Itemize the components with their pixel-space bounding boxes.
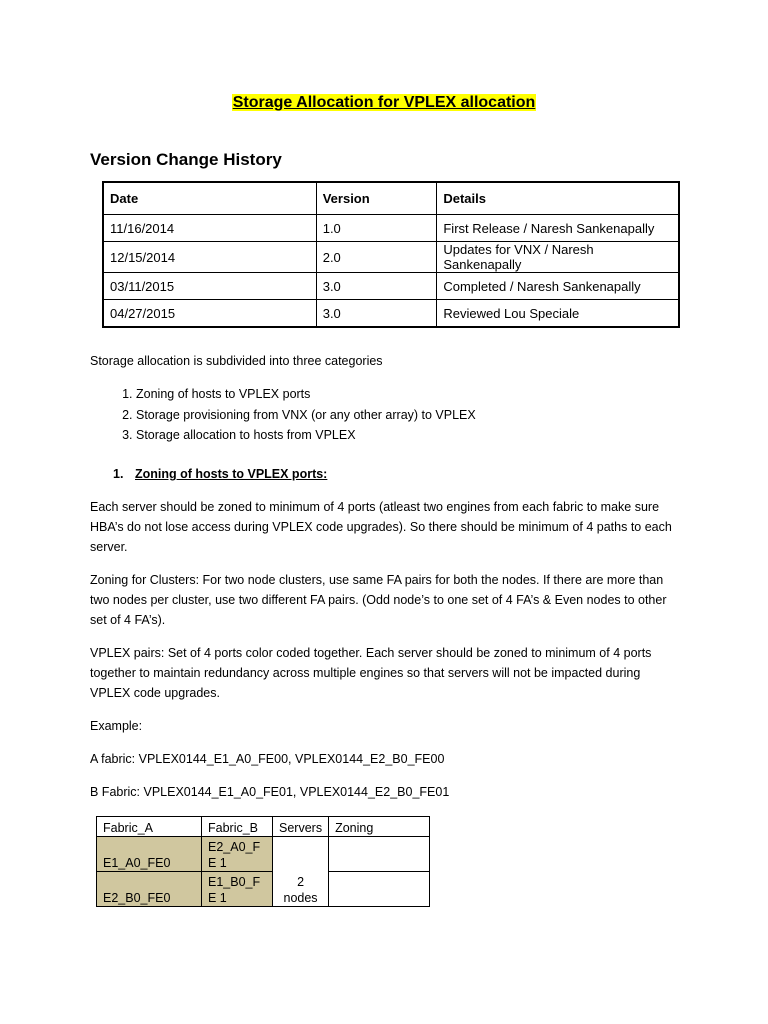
cell-date: 12/15/2014 [103, 242, 316, 273]
b-fabric-line: B Fabric: VPLEX0144_E1_A0_FE01, VPLEX0144_E2_B0_FE01 [90, 785, 450, 799]
column-header-zoning: Zoning [329, 817, 430, 837]
cell-details: Updates for VNX / Naresh Sankenapally [437, 242, 679, 273]
cell-details: Completed / Naresh Sankenapally [437, 273, 679, 300]
cell-fabric-b: E1_B0_FE 1 [202, 872, 273, 907]
cell-servers: 2 nodes [273, 837, 329, 907]
section-number: 1. [113, 467, 124, 481]
a-fabric-line: A fabric: VPLEX0144_E1_A0_FE00, VPLEX0144_E2_B0_FE00 [90, 752, 445, 766]
table-row [103, 215, 679, 242]
column-header-date: Date [103, 182, 316, 215]
cell-fabric-a: E2_B0_FE0 [97, 872, 202, 907]
document-title [0, 94, 768, 112]
cell-date: 11/16/2014 [103, 215, 316, 242]
zoning-table [96, 816, 430, 907]
section-1-heading [113, 464, 327, 484]
cell-zoning [329, 837, 430, 872]
paragraph-server-zoning: Each server should be zoned to minimum of 4 ports (atleast two engines from each fabric to make sure HBA’s do not lose access during VPLEX code upgrades). So there should be minimum of 4 paths to each server. [90, 500, 672, 554]
cell-details: First Release / Naresh Sankenapally [437, 215, 679, 242]
cell-details: Reviewed Lou Speciale [437, 300, 679, 328]
column-header-servers: Servers [273, 817, 329, 837]
list-item: 1. Zoning of hosts to VPLEX ports [136, 384, 696, 405]
cell-version: 1.0 [316, 215, 437, 242]
version-history-heading: Version Change History [90, 150, 282, 169]
cell-zoning [329, 872, 430, 907]
cell-date: 03/11/2015 [103, 273, 316, 300]
cell-version: 3.0 [316, 300, 437, 328]
cell-version: 3.0 [316, 273, 437, 300]
paragraph-vplex-pairs: VPLEX pairs: Set of 4 ports color coded together. Each server should be zoned to minimum of 4 ports together to maintain redundancy across multiple engines so that servers will not be impacted during VPLEX code upgrades. [90, 646, 652, 700]
table-header-row [97, 817, 430, 837]
column-header-fabric-a: Fabric_A [97, 817, 202, 837]
list-item: 3. Storage allocation to hosts from VPLEX [136, 425, 696, 446]
paragraph-cluster-zoning: Zoning for Clusters: For two node clusters, use same FA pairs for both the nodes. If there are more than two nodes per cluster, use two different FA pairs. (Odd node’s to one set of 4 FA’s & Even nodes to other set of 4 FA’s). [90, 573, 667, 627]
column-header-fabric-b: Fabric_B [202, 817, 273, 837]
table-row [97, 837, 430, 872]
table-row [103, 242, 679, 273]
table-row [103, 273, 679, 300]
list-item: 2. Storage provisioning from VNX (or any other array) to VPLEX [136, 405, 696, 426]
section-title: Zoning of hosts to VPLEX ports: [135, 467, 328, 481]
cell-date: 04/27/2015 [103, 300, 316, 328]
column-header-version: Version [316, 182, 437, 215]
table-header-row [103, 182, 679, 215]
category-list [90, 384, 696, 446]
cell-fabric-a: E1_A0_FE0 [97, 837, 202, 872]
cell-version: 2.0 [316, 242, 437, 273]
column-header-details: Details [437, 182, 679, 215]
example-label: Example: [90, 719, 143, 733]
cell-fabric-b: E2_A0_FE 1 [202, 837, 273, 872]
version-history-table [102, 181, 680, 328]
intro-paragraph: Storage allocation is subdivided into three categories [90, 354, 383, 368]
table-row [97, 872, 430, 907]
table-row [103, 300, 679, 328]
document-title-text: Storage Allocation for VPLEX allocation [232, 94, 536, 111]
